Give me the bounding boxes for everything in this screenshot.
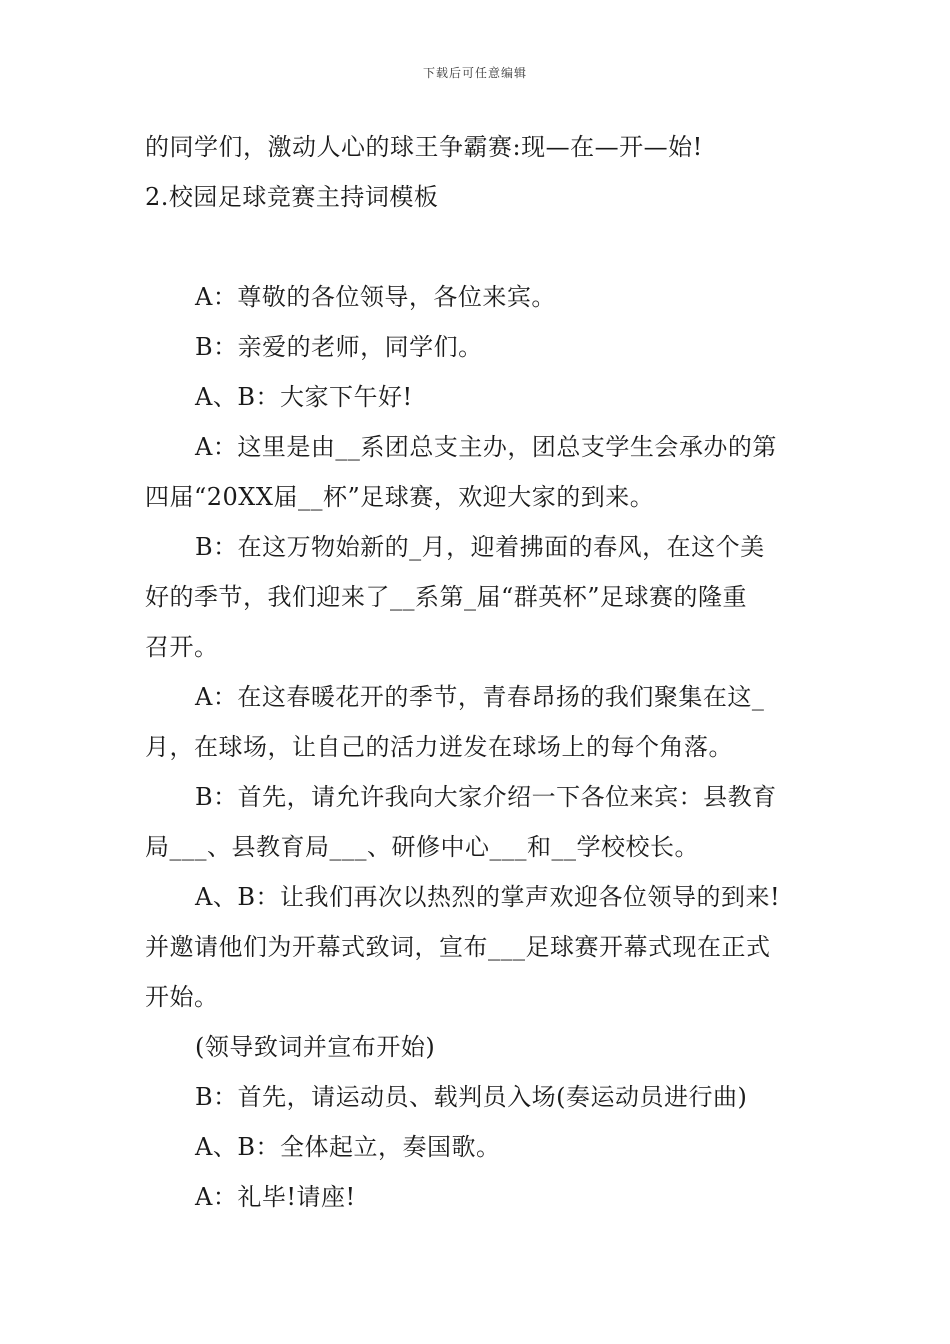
body-line: 月，在球场，让自己的活力迸发在球场上的每个角落。	[145, 733, 733, 761]
body-line: B：首先，请允许我向大家介绍一下各位来宾：县教育	[195, 783, 777, 811]
body-line: (领导致词并宣布开始)	[195, 1033, 436, 1061]
body-line: A：尊敬的各位领导，各位来宾。	[195, 283, 556, 311]
body-line: 的同学们，激动人心的球王争霸赛:现—在—开—始!	[145, 133, 703, 161]
body-line: B：首先，请运动员、载判员入场(奏运动员进行曲)	[195, 1083, 748, 1111]
body-line: A、B：全体起立，奏国歌。	[195, 1133, 501, 1161]
body-line: 好的季节，我们迎来了__系第_届“群英杯”足球赛的隆重	[145, 583, 748, 611]
page-header: 下载后可任意编辑	[422, 66, 527, 80]
body-line: B：亲爱的老师，同学们。	[195, 333, 483, 361]
body-line: A：在这春暖花开的季节，青春昂扬的我们聚集在这_	[195, 683, 765, 711]
body-line: A、B：让我们再次以热烈的掌声欢迎各位领导的到来!	[195, 883, 781, 911]
body-line: A：这里是由__系团总支主办，团总支学生会承办的第	[195, 433, 777, 461]
body-line: 开始。	[145, 983, 219, 1011]
body-line: B：在这万物始新的_月，迎着拂面的春风，在这个美	[195, 533, 765, 561]
section-heading: 2.校园足球竞赛主持词模板	[145, 183, 439, 211]
body-line: 四届“20XX届__杯”足球赛，欢迎大家的到来。	[145, 483, 655, 511]
body-line: A：礼毕!请座!	[195, 1183, 356, 1211]
body-line: A、B：大家下午好!	[195, 383, 413, 411]
body-line: 并邀请他们为开幕式致词，宣布___足球赛开幕式现在正式	[145, 933, 771, 961]
body-line: 局___、县教育局___、研修中心___和__学校校长。	[145, 833, 699, 861]
body-line: 召开。	[145, 633, 219, 661]
